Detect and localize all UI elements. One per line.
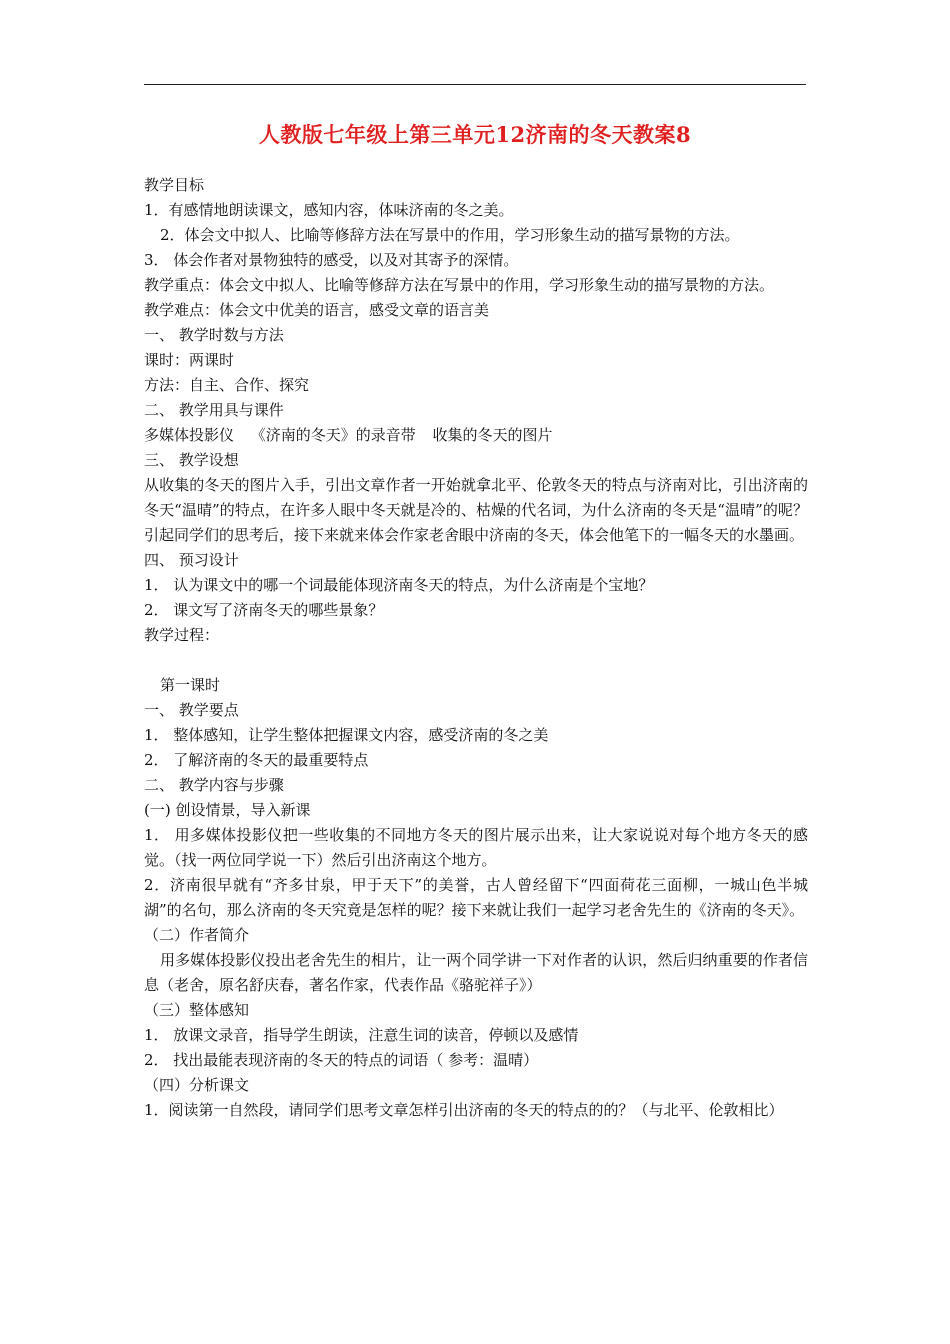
paragraph: 课时：两课时 xyxy=(144,351,235,369)
paragraph: 方法：自主、合作、探究 xyxy=(144,376,310,394)
list-item: 2． 找出最能表现济南的冬天的特点的词语（ 参考：温晴） xyxy=(144,1051,539,1069)
section-heading: 二、 教学内容与步骤 xyxy=(144,776,284,794)
subsection-heading: （三）整体感知 xyxy=(144,1001,250,1019)
section-heading: 一、 教学要点 xyxy=(144,701,239,719)
subsection-heading: （二）作者简介 xyxy=(144,926,250,944)
subsection-heading: (一) 创设情景，导入新课 xyxy=(144,801,311,819)
paragraph: 多媒体投影仪 《济南的冬天》的录音带 收集的冬天的图片 xyxy=(144,426,553,444)
subsection-heading: （四）分析课文 xyxy=(144,1076,250,1094)
list-item: 2．济南很早就有“齐多甘泉，甲于天下”的美誉，古人曾经留下“四面荷花三面柳，一城山色半城湖”的名句，那么济南的冬天究竟是怎样的呢？接下来就让我们一起学习老舍先生的《济南的冬天》。 xyxy=(144,876,808,919)
section-heading: 二、 教学用具与课件 xyxy=(144,401,284,419)
section-heading: 三、 教学设想 xyxy=(144,451,239,469)
section-heading: 四、 预习设计 xyxy=(144,551,239,569)
key-point: 教学重点：体会文中拟人、比喻等修辞方法在写景中的作用，学习形象生动的描写景物的方法。 xyxy=(144,276,775,294)
section-heading: 教学目标 xyxy=(144,176,205,194)
objective-item: 2．体会文中拟人、比喻等修辞方法在写景中的作用，学习形象生动的描写景物的方法。 xyxy=(160,226,740,244)
header-rule xyxy=(144,84,806,85)
list-item: 2． 课文写了济南冬天的哪些景象？ xyxy=(144,601,384,619)
objective-item: 1．有感情地朗读课文，感知内容，体味济南的冬之美。 xyxy=(144,201,514,219)
list-item: 2． 了解济南的冬天的最重要特点 xyxy=(144,751,369,769)
paragraph: 用多媒体投影仪投出老舍先生的相片，让一两个同学讲一下对作者的认识，然后归纳重要的作者信息（老舍，原名舒庆春，著名作家，代表作品《骆驼祥子》） xyxy=(144,951,808,994)
difficult-point: 教学难点：体会文中优美的语言，感受文章的语言美 xyxy=(144,301,490,319)
list-item: 1． 认为课文中的哪一个词最能体现济南冬天的特点，为什么济南是个宝地？ xyxy=(144,576,654,594)
list-item: 1．阅读第一自然段，请同学们思考文章怎样引出济南的冬天的特点的的？（与北平、伦敦相比） xyxy=(144,1101,784,1119)
lesson-heading: 第一课时 xyxy=(160,676,221,694)
list-item: 1． 整体感知，让学生整体把握课文内容，感受济南的冬之美 xyxy=(144,726,549,744)
document-title: 人教版七年级上第三单元12济南的冬天教案8 xyxy=(258,122,692,147)
list-item: 1． 放课文录音，指导学生朗读，注意生词的读音，停顿以及感情 xyxy=(144,1026,579,1044)
spacer xyxy=(144,648,808,673)
section-heading: 一、 教学时数与方法 xyxy=(144,326,284,344)
list-item: 1． 用多媒体投影仪把一些收集的不同地方冬天的图片展示出来，让大家说说对每个地方冬天的感觉。（找一两位同学说一下）然后引出济南这个地方。 xyxy=(144,826,808,869)
document-body xyxy=(144,173,808,1123)
objective-item: 3． 体会作者对景物独特的感受，以及对其寄予的深情。 xyxy=(144,251,519,269)
section-heading: 教学过程： xyxy=(144,626,220,644)
paragraph: 从收集的冬天的图片入手，引出文章作者一开始就拿北平、伦敦冬天的特点与济南对比，引出济南的冬天“温晴”的特点，在许多人眼中冬天就是冷的、枯燥的代名词，为什么济南的冬天是“温晴”的呢？引起同学们的思考后，接下来就来体会作家老舍眼中济南的冬天，体会他笔下的一幅冬天的水墨画。 xyxy=(144,476,808,544)
